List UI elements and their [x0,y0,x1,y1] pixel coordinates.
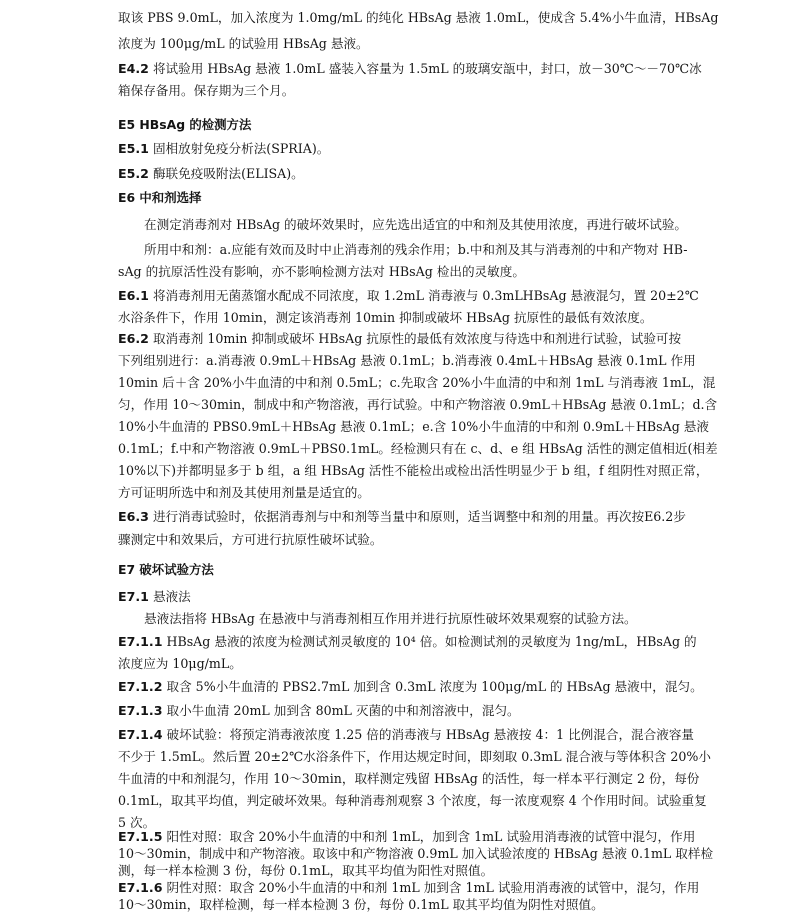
clause-e7-1-2: E7.1.2 取含 5%小牛血清的 PBS2.7mL 加到含 0.3mL 浓度为 100μg/mL 的 HBsAg 悬液中，混匀。 [118,679,703,694]
text-line: 浓度为 100μg/mL 的试验用 HBsAg 悬液。 [118,36,369,51]
text-line: 箱保存备用。保存期为三个月。 [118,83,295,98]
text-line: 下列组别进行：a.消毒液 0.9mL＋HBsAg 悬液 0.1mL；b.消毒液 0.4mL＋HBsAg 悬液 0.1mL 作用 [118,353,696,368]
text-line: 10min 后＋含 20%小牛血清的中和剂 0.5mL；c.先取含 20%小牛血清的中和剂 1mL 与消毒液 1mL，混 [118,375,716,390]
clause-e5-2: E5.2 酶联免疫吸附法(ELISA)。 [118,166,304,181]
clause-e7-1-4: E7.1.4 破坏试验：将预定消毒液浓度 1.25 倍的消毒液与 HBsAg 悬液按 4：1 比例混合，混合液容量 [118,727,695,742]
text-line: 牛血清的中和剂混匀，作用 10～30min，取样测定残留 HBsAg 的活性，每一样本平行测定 2 份，每份 [118,771,700,786]
clause-e6-2: E6.2 取消毒剂 10min 抑制或破坏 HBsAg 抗原性的最低有效浓度与待选中和剂进行试验，试验可按 [118,331,682,346]
text-line: sAg 的抗原活性没有影响，亦不影响检测方法对 HBsAg 检出的灵敏度。 [118,264,525,279]
text-line: 匀，作用 10～30min，制成中和产物溶液，再行试验。中和产物溶液 0.9mL＋HBsAg 悬液 0.1mL；d.含 [118,397,718,412]
text-line: 0.1mL；f.中和产物溶液 0.9mL＋PBS0.1mL。经检测只有在 c、d、e 组 HBsAg 活性的测定值相近(相差 [118,441,718,456]
section-heading-e6: E6 中和剂选择 [118,190,202,205]
text-line: 所用中和剂：a.应能有效而及时中止消毒剂的残余作用；b.中和剂及其与消毒剂的中和产物对 HB- [144,242,688,257]
clause-e7-1: E7.1 悬液法 [118,589,191,604]
text-line: 0.1mL，取其平均值，判定破坏效果。每种消毒剂观察 3 个浓度，每一浓度观察 4 个作用时间。试验重复 [118,793,707,808]
text-line: 取该 PBS 9.0mL，加入浓度为 1.0mg/mL 的纯化 HBsAg 悬液 1.0mL，使成含 5.4%小牛血清，HBsAg [118,10,719,25]
text-line: 10～30min，取样检测，每一样本检测 3 份，每份 0.1mL 取其平均值为阴性对照值。 [118,897,604,912]
text-line: 悬液法指将 HBsAg 在悬液中与消毒剂相互作用并进行抗原性破坏效果观察的试验方法。 [144,611,637,626]
text-line: 测，每一样本检测 3 份，每份 0.1mL，取其平均值为阳性对照值。 [118,863,494,878]
clause-e7-1-1: E7.1.1 HBsAg 悬液的浓度为检测试剂灵敏度的 10⁴ 倍。如检测试剂的灵敏度为 1ng/mL，HBsAg 的 [118,634,697,649]
text-line: 水浴条件下，作用 10min，测定该消毒剂 10min 抑制或破坏 HBsAg 抗原性的最低有效浓度。 [118,310,653,325]
text-line: 骤测定中和效果后，方可进行抗原性破坏试验。 [118,532,383,547]
clause-e5-1: E5.1 固相放射免疫分析法(SPRIA)。 [118,141,330,156]
clause-e4-2: E4.2 将试验用 HBsAg 悬液 1.0mL 盛装入容量为 1.5mL 的玻璃安瓿中，封口，放－30℃～－70℃冰 [118,61,702,76]
text-line: 方可证明所选中和剂及其使用剂量是适宜的。 [118,485,370,500]
text-line: 10～30min，制成中和产物溶液。取该中和产物溶液 0.9mL 加入试验浓度的 HBsAg 悬液 0.1mL 取样检 [118,846,714,861]
text-line: 10%小牛血清的 PBS0.9mL＋HBsAg 悬液 0.1mL；e.含 10%小牛血清的中和剂 0.9mL＋HBsAg 悬液 [118,419,709,434]
text-line: 在测定消毒剂对 HBsAg 的破坏效果时，应先选出适宜的中和剂及其使用浓度，再进行破坏试验。 [144,217,688,232]
clause-e7-1-5: E7.1.5 阳性对照：取含 20%小牛血清的中和剂 1mL，加到含 1mL 试验用消毒液的试管中混匀，作用 [118,829,696,844]
section-heading-e7: E7 破坏试验方法 [118,562,214,577]
clause-e7-1-6: E7.1.6 阴性对照：取含 20%小牛血清的中和剂 1mL 加到含 1mL 试验用消毒液的试管中，混匀，作用 [118,880,700,895]
clause-e7-1-3: E7.1.3 取小牛血清 20mL 加到含 80mL 灭菌的中和剂溶液中，混匀。 [118,703,520,718]
text-line: 5 次。 [118,815,156,830]
section-heading-e5: E5 HBsAg 的检测方法 [118,117,252,132]
text-line: 不少于 1.5mL。然后置 20±2℃水浴条件下，作用达规定时间，即刻取 0.3mL 混合液与等体积含 20%小 [118,749,711,764]
clause-e6-1: E6.1 将消毒剂用无菌蒸馏水配成不同浓度，取 1.2mL 消毒液与 0.3mLHBsAg 悬液混匀，置 20±2℃ [118,288,699,303]
text-line: 10%以下)并都明显多于 b 组，a 组 HBsAg 活性不能检出或检出活性明显少于 b 组，f 组阴性对照正常， [118,463,709,478]
clause-e6-3: E6.3 进行消毒试验时，依据消毒剂与中和剂等当量中和原则，适当调整中和剂的用量。再次按E6.2步 [118,509,686,524]
text-line: 浓度应为 10μg/mL。 [118,656,242,671]
